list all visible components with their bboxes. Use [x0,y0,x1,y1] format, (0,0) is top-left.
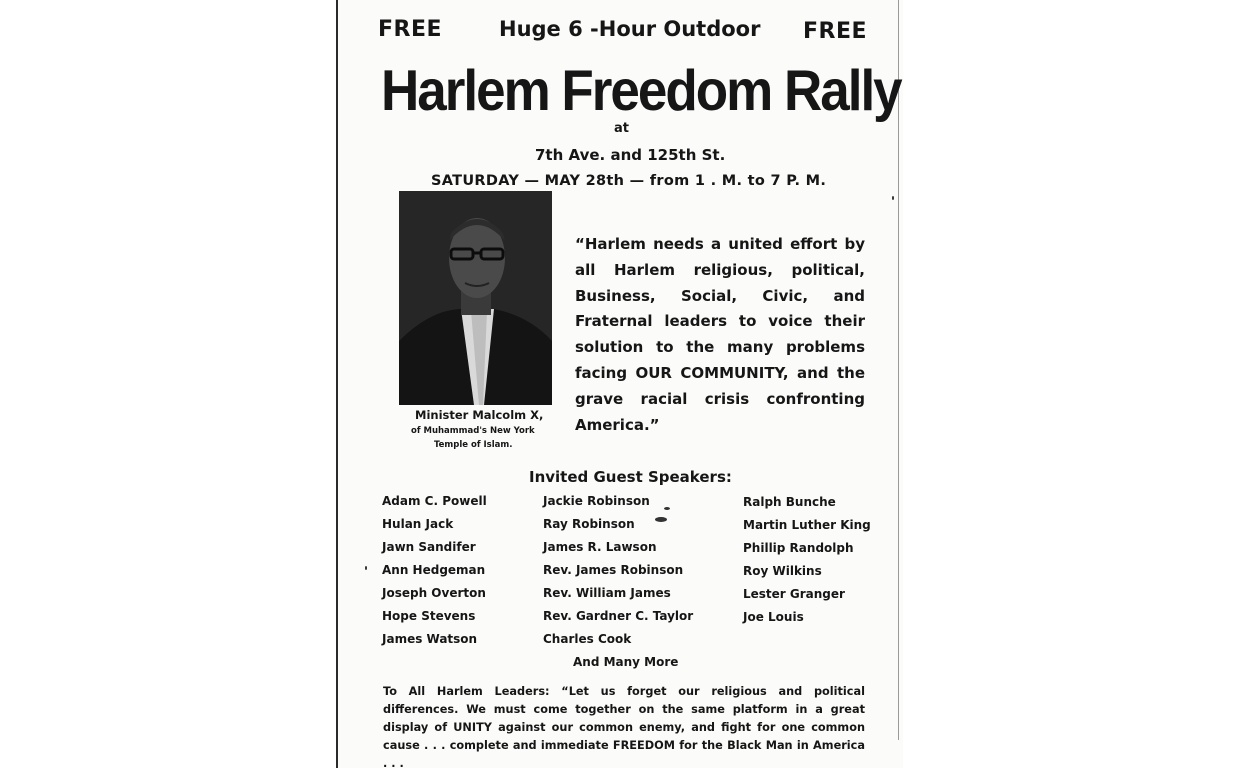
speaker-name: Rev. Gardner C. Taylor [543,609,694,623]
ink-speck [365,566,367,570]
speaker-name: Martin Luther King [743,518,871,532]
ink-speck [892,196,894,200]
speaker-name: Roy Wilkins [743,564,822,578]
location: 7th Ave. and 125th St. [535,146,726,164]
date-time: SATURDAY — MAY 28th — from 1 . M. to 7 P. M. [431,173,827,189]
speaker-name: Jawn Sandifer [382,540,476,554]
speaker-name: Hulan Jack [382,517,454,531]
portrait-image [399,191,552,405]
photo-caption-line2: of Muhammad's New York [411,426,535,436]
speaker-name: Phillip Randolph [743,541,854,555]
speaker-name: Charles Cook [543,632,632,646]
speaker-name: Rev. William James [543,586,671,600]
speaker-name: Hope Stevens [382,609,476,623]
speakers-heading: Invited Guest Speakers: [529,468,732,486]
speaker-name: Ralph Bunche [743,495,836,509]
speaker-name: Ray Robinson [543,517,635,531]
ink-speck [655,517,667,522]
malcolm-x-quote: “Harlem needs a united effort by all Harlem religious, political, Business, Social, Civic, and Fraternal leaders to voice their solution to the many problems facing OUR COMMUNITY, and the grave racial crisis confronting America.” [575,235,865,434]
speaker-name: Jackie Robinson [543,494,650,508]
speaker-name: Lester Granger [743,587,845,601]
speaker-name: Rev. James Robinson [543,563,684,577]
speaker-name: James Watson [382,632,478,646]
speaker-name: Joe Louis [743,610,804,624]
ink-speck [664,507,670,510]
free-label-left: FREE [378,17,443,42]
rally-title: Harlem Freedom Rally [381,59,901,123]
speaker-name: James R. Lawson [543,540,657,554]
free-label-right: FREE [803,19,868,44]
speaker-name: Adam C. Powell [382,494,487,508]
photo-caption-name: Minister Malcolm X, [415,408,544,422]
event-type: Huge 6 -Hour Outdoor [499,17,761,41]
speaker-name: Ann Hedgeman [382,563,486,577]
speaker-name: Joseph Overton [382,586,486,600]
photo-caption-line3: Temple of Islam. [434,440,513,450]
malcolm-x-photo [399,191,552,405]
and-many-more: And Many More [573,655,679,669]
appeal-paragraph: To All Harlem Leaders: “Let us forget our religious and political differences. We must come together on the same platform in a great display of UNITY against our common enemy, and fight for one common cause . . . complete and immediate FREEDOM for the Black Man in America . . . [383,685,865,770]
at-label: at [614,121,629,136]
